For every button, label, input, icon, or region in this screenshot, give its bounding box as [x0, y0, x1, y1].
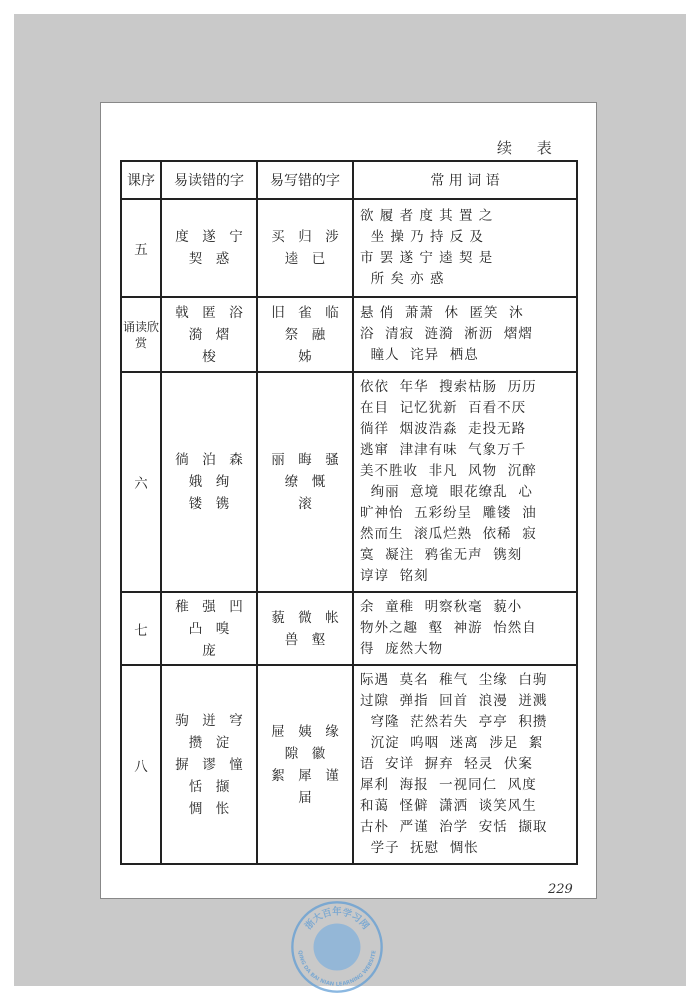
cell-line: 和蔼 怪僻 潇洒 谈笑风生 — [360, 798, 537, 814]
read-chars-cell — [161, 372, 257, 592]
cell-line: 娥 绚 — [188, 474, 230, 490]
cell-line: 摒 谬 憧 — [175, 756, 243, 773]
phrases-cell — [353, 199, 577, 297]
cell-line: 古朴 严谨 治学 安恬 撷取 — [360, 819, 548, 835]
cell-line: 买 归 涉 — [271, 229, 339, 245]
cell-line: 兽 壑 — [284, 631, 326, 648]
cell-line: 度 遂 宁 — [175, 229, 243, 245]
write-chars-cell — [257, 199, 353, 297]
cell-line: 依依 年华 搜索枯肠 历历 — [360, 379, 537, 395]
cell-line: 穹隆 茫然若失 亭亭 积攒 — [360, 714, 548, 730]
cell-line: 悬 俏 萧萧 休 匿笑 沐 — [360, 305, 524, 321]
cell-line: 漪 熠 — [188, 326, 230, 343]
cell-line: 谆谆 铭刻 — [360, 568, 429, 584]
cell-line: 攒 淀 — [188, 734, 230, 751]
cell-line: 所 矣 亦 惑 — [360, 271, 445, 287]
col-write: 易写错的字 — [257, 161, 353, 199]
cell-line: 逵 已 — [284, 251, 326, 267]
read-chars-cell — [161, 592, 257, 665]
cell-line: 物外之趣 壑 神游 怡然自 — [360, 620, 537, 636]
write-chars-cell — [257, 297, 353, 372]
phrases-cell — [353, 372, 577, 592]
cell-line: 屉 姨 缘 — [271, 723, 339, 740]
phrases-cell — [353, 592, 577, 665]
cell-line: 瞳人 诧异 栖息 — [360, 347, 479, 363]
cell-line: 余 童稚 明察秋毫 藐小 — [360, 599, 523, 615]
table-row — [121, 665, 577, 864]
table-header-row — [121, 161, 577, 199]
write-chars-cell — [257, 372, 353, 592]
cell-line: 丽 晦 骚 — [271, 452, 339, 468]
svg-text:浙大百年学习网: 浙大百年学习网 — [303, 906, 371, 932]
cell-line: 语 安详 摒弃 轻灵 伏案 — [360, 756, 533, 772]
cell-line: 滚 — [298, 496, 312, 512]
table-row — [121, 372, 577, 592]
cell-line: 姊 — [298, 348, 312, 365]
cell-line: 浴 清寂 涟漪 淅沥 熠熠 — [360, 326, 533, 342]
cell-line: 隙 徽 — [284, 745, 326, 762]
cell-line: 绚丽 意境 眼花缭乱 心 — [360, 484, 533, 500]
phrases-cell — [353, 665, 577, 864]
cell-line: 坐 操 乃 持 反 及 — [360, 229, 485, 245]
cell-line: 市 罢 遂 宁 逵 契 是 — [360, 250, 494, 266]
read-chars-cell — [161, 297, 257, 372]
lesson-cell: 八 — [121, 665, 161, 864]
cell-line: 犀利 海报 一视同仁 风度 — [360, 777, 537, 793]
cell-line: 恬 撷 — [188, 778, 230, 795]
cell-line: 学子 抚慰 惆怅 — [360, 840, 479, 856]
lesson-cell: 七 — [121, 592, 161, 665]
cell-line: 际遇 莫名 稚气 尘缘 白驹 — [360, 672, 548, 688]
cell-line: 戟 匿 浴 — [175, 304, 243, 321]
watermark-seal — [290, 900, 384, 994]
cell-line: 镂 镌 — [188, 496, 230, 512]
cell-line: 寞 凝注 鸦雀无声 镌刻 — [360, 547, 523, 563]
col-phrases: 常 用 词 语 — [353, 161, 577, 199]
page-number: 229 — [548, 882, 573, 897]
cell-line: 在目 记忆犹新 百看不厌 — [360, 400, 527, 416]
table-row — [121, 592, 577, 665]
cell-line: 惆 怅 — [188, 800, 230, 817]
cell-line: 过隙 弹指 回首 浪漫 迸溅 — [360, 693, 548, 709]
read-chars-cell — [161, 665, 257, 864]
cell-line: 旷神怡 五彩纷呈 雕镂 油 — [360, 505, 537, 521]
write-chars-cell — [257, 592, 353, 665]
cell-line: 祭 融 — [284, 326, 326, 343]
cell-line: 契 惑 — [188, 251, 230, 267]
cell-line: 美不胜收 非凡 风物 沉醉 — [360, 463, 537, 479]
cell-line: 稚 强 凹 — [175, 598, 243, 615]
write-chars-cell — [257, 665, 353, 864]
cell-line: 徜 泊 森 — [175, 452, 243, 468]
cell-line: 驹 迸 穹 — [175, 712, 243, 729]
cell-line: 庞 — [202, 642, 216, 659]
col-read: 易读错的字 — [161, 161, 257, 199]
cell-line: 逃窜 津津有味 气象万千 — [360, 442, 527, 458]
table-row — [121, 297, 577, 372]
vocabulary-table — [120, 160, 578, 865]
table-row — [121, 199, 577, 297]
cell-line: 然而生 滚瓜烂熟 依稀 寂 — [360, 526, 537, 542]
cell-line: 得 庞然大物 — [360, 641, 444, 657]
cell-line: 絮 犀 谨 — [271, 767, 339, 784]
lesson-cell: 五 — [121, 199, 161, 297]
col-lesson: 课序 — [121, 161, 161, 199]
lesson-cell: 诵读欣赏 — [121, 297, 161, 372]
cell-line: 梭 — [202, 348, 216, 365]
lesson-cell: 六 — [121, 372, 161, 592]
cell-line: 届 — [298, 789, 312, 806]
cell-line: 旧 雀 临 — [271, 304, 339, 321]
cell-line: 凸 嗅 — [188, 620, 230, 637]
cell-line: 缭 慨 — [284, 474, 326, 490]
continued-label: 续 表 — [497, 139, 562, 157]
read-chars-cell — [161, 199, 257, 297]
svg-text:QING DA BAI NIAN LEARNING WEBS: QING DA BAI NIAN LEARNING WEBSITE — [296, 949, 378, 988]
cell-line: 沉淀 呜咽 迷离 涉足 絮 — [360, 735, 544, 751]
phrases-cell — [353, 297, 577, 372]
cell-line: 徜徉 烟波浩淼 走投无路 — [360, 421, 527, 437]
cell-line: 欲 履 者 度 其 置 之 — [360, 208, 494, 224]
cell-line: 藐 微 帐 — [271, 609, 339, 626]
